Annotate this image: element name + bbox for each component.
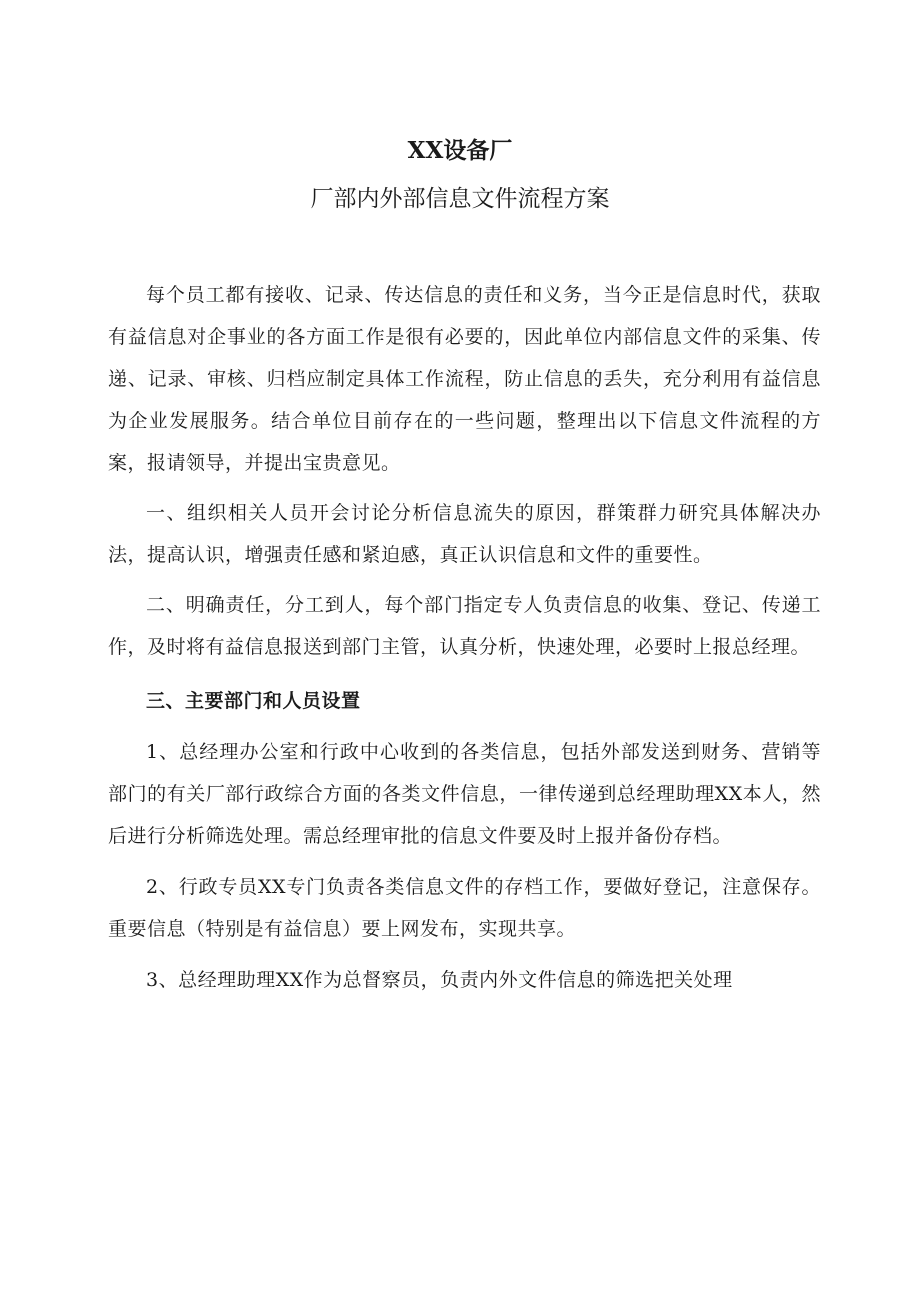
section-3-heading: 三、主要部门和人员设置	[146, 690, 361, 712]
document-body	[108, 274, 821, 1001]
sub-item-2-paragraph: 2、行政专员XX专门负责各类信息文件的存档工作，要做好登记，注意保存。重要信息（特别是有益信息）要上网发布，实现共享。	[108, 876, 821, 940]
document-title: XX设备厂	[407, 137, 513, 164]
sub-item-1-paragraph: 1、总经理办公室和行政中心收到的各类信息，包括外部发送到财务、营销等部门的有关厂部行政综合方面的各类文件信息，一律传递到总经理助理XX本人，然后进行分析筛选处理。需总经理审批的信息文件要及时上报并备份存档。	[108, 741, 821, 847]
document-subtitle: 厂部内外部信息文件流程方案	[310, 186, 610, 212]
item-1-paragraph: 一、组织相关人员开会讨论分析信息流失的原因，群策群力研究具体解决办法，提高认识，增强责任感和紧迫感，真正认识信息和文件的重要性。	[108, 502, 821, 566]
intro-paragraph: 每个员工都有接收、记录、传达信息的责任和义务，当今正是信息时代，获取有益信息对企事业的各方面工作是很有必要的，因此单位内部信息文件的采集、传递、记录、审核、归档应制定具体工作流程，防止信息的丢失，充分利用有益信息为企业发展服务。结合单位目前存在的一些问题，整理出以下信息文件流程的方案，报请领导，并提出宝贵意见。	[108, 284, 821, 474]
sub-item-3-paragraph: 3、总经理助理XX作为总督察员，负责内外文件信息的筛选把关处理	[146, 969, 733, 991]
item-2-paragraph: 二、明确责任，分工到人，每个部门指定专人负责信息的收集、登记、传递工作，及时将有益信息报送到部门主管，认真分析，快速处理，必要时上报总经理。	[108, 594, 821, 658]
